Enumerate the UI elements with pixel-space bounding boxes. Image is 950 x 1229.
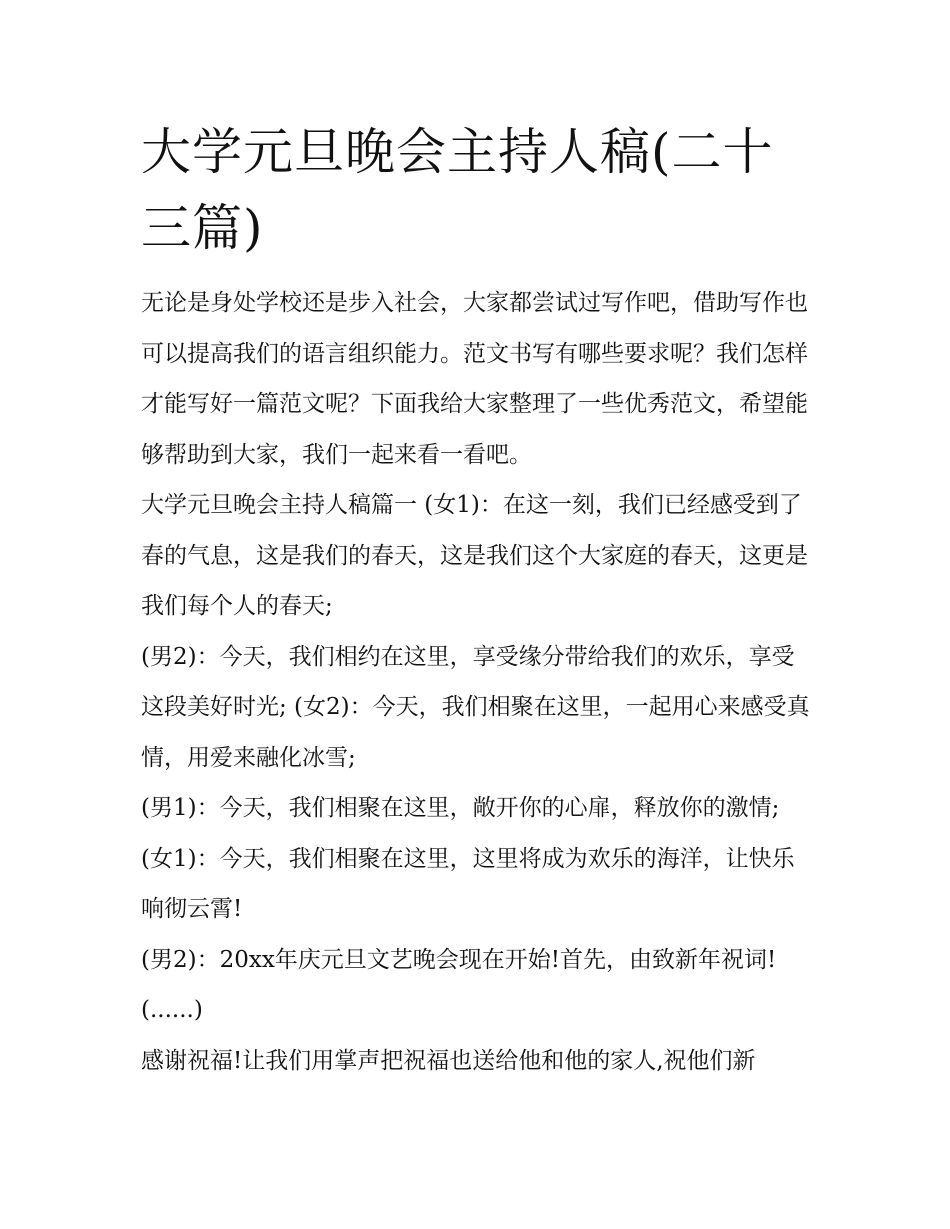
paragraph-5: 感谢祝福!让我们用掌声把祝福也送给他和他的家人,祝他们新 — [141, 1047, 756, 1074]
document-page — [141, 114, 813, 1086]
paragraph-intro: 无论是身处学校还是步入社会，大家都尝试过写作吧，借助写作也可以提高我们的语言组织能力。范文书写有哪些要求呢？我们怎样才能写好一篇范文呢？下面我给大家整理了一些优秀范文，希望能够帮助到大家，我们一起来看一看吧。 — [141, 290, 808, 468]
paragraph-3: (男1)：今天，我们相聚在这里，敞开你的心扉，释放你的激情; (女1)：今天，我们相聚在这里，这里将成为欢乐的海洋，让快乐响彻云霄! — [141, 795, 795, 922]
document-title: 大学元旦晚会主持人稿(二十三篇) — [141, 123, 774, 257]
paragraph-2: (男2)：今天，我们相约在这里，享受缘分带给我们的欢乐，享受这段美好时光; (女2)：今天，我们相聚在这里，一起用心来感受真情，用爱来融化冰雪; — [141, 643, 810, 771]
paragraph-1: 大学元旦晚会主持人稿篇一 (女1)：在这一刻，我们已经感受到了春的气息，这是我们的春天，这是我们这个大家庭的春天，这更是我们每个人的春天; — [141, 492, 808, 619]
paragraph-4: (男2)：20xx年庆元旦文艺晚会现在开始!首先，由致新年祝词!(......) — [141, 946, 777, 1023]
